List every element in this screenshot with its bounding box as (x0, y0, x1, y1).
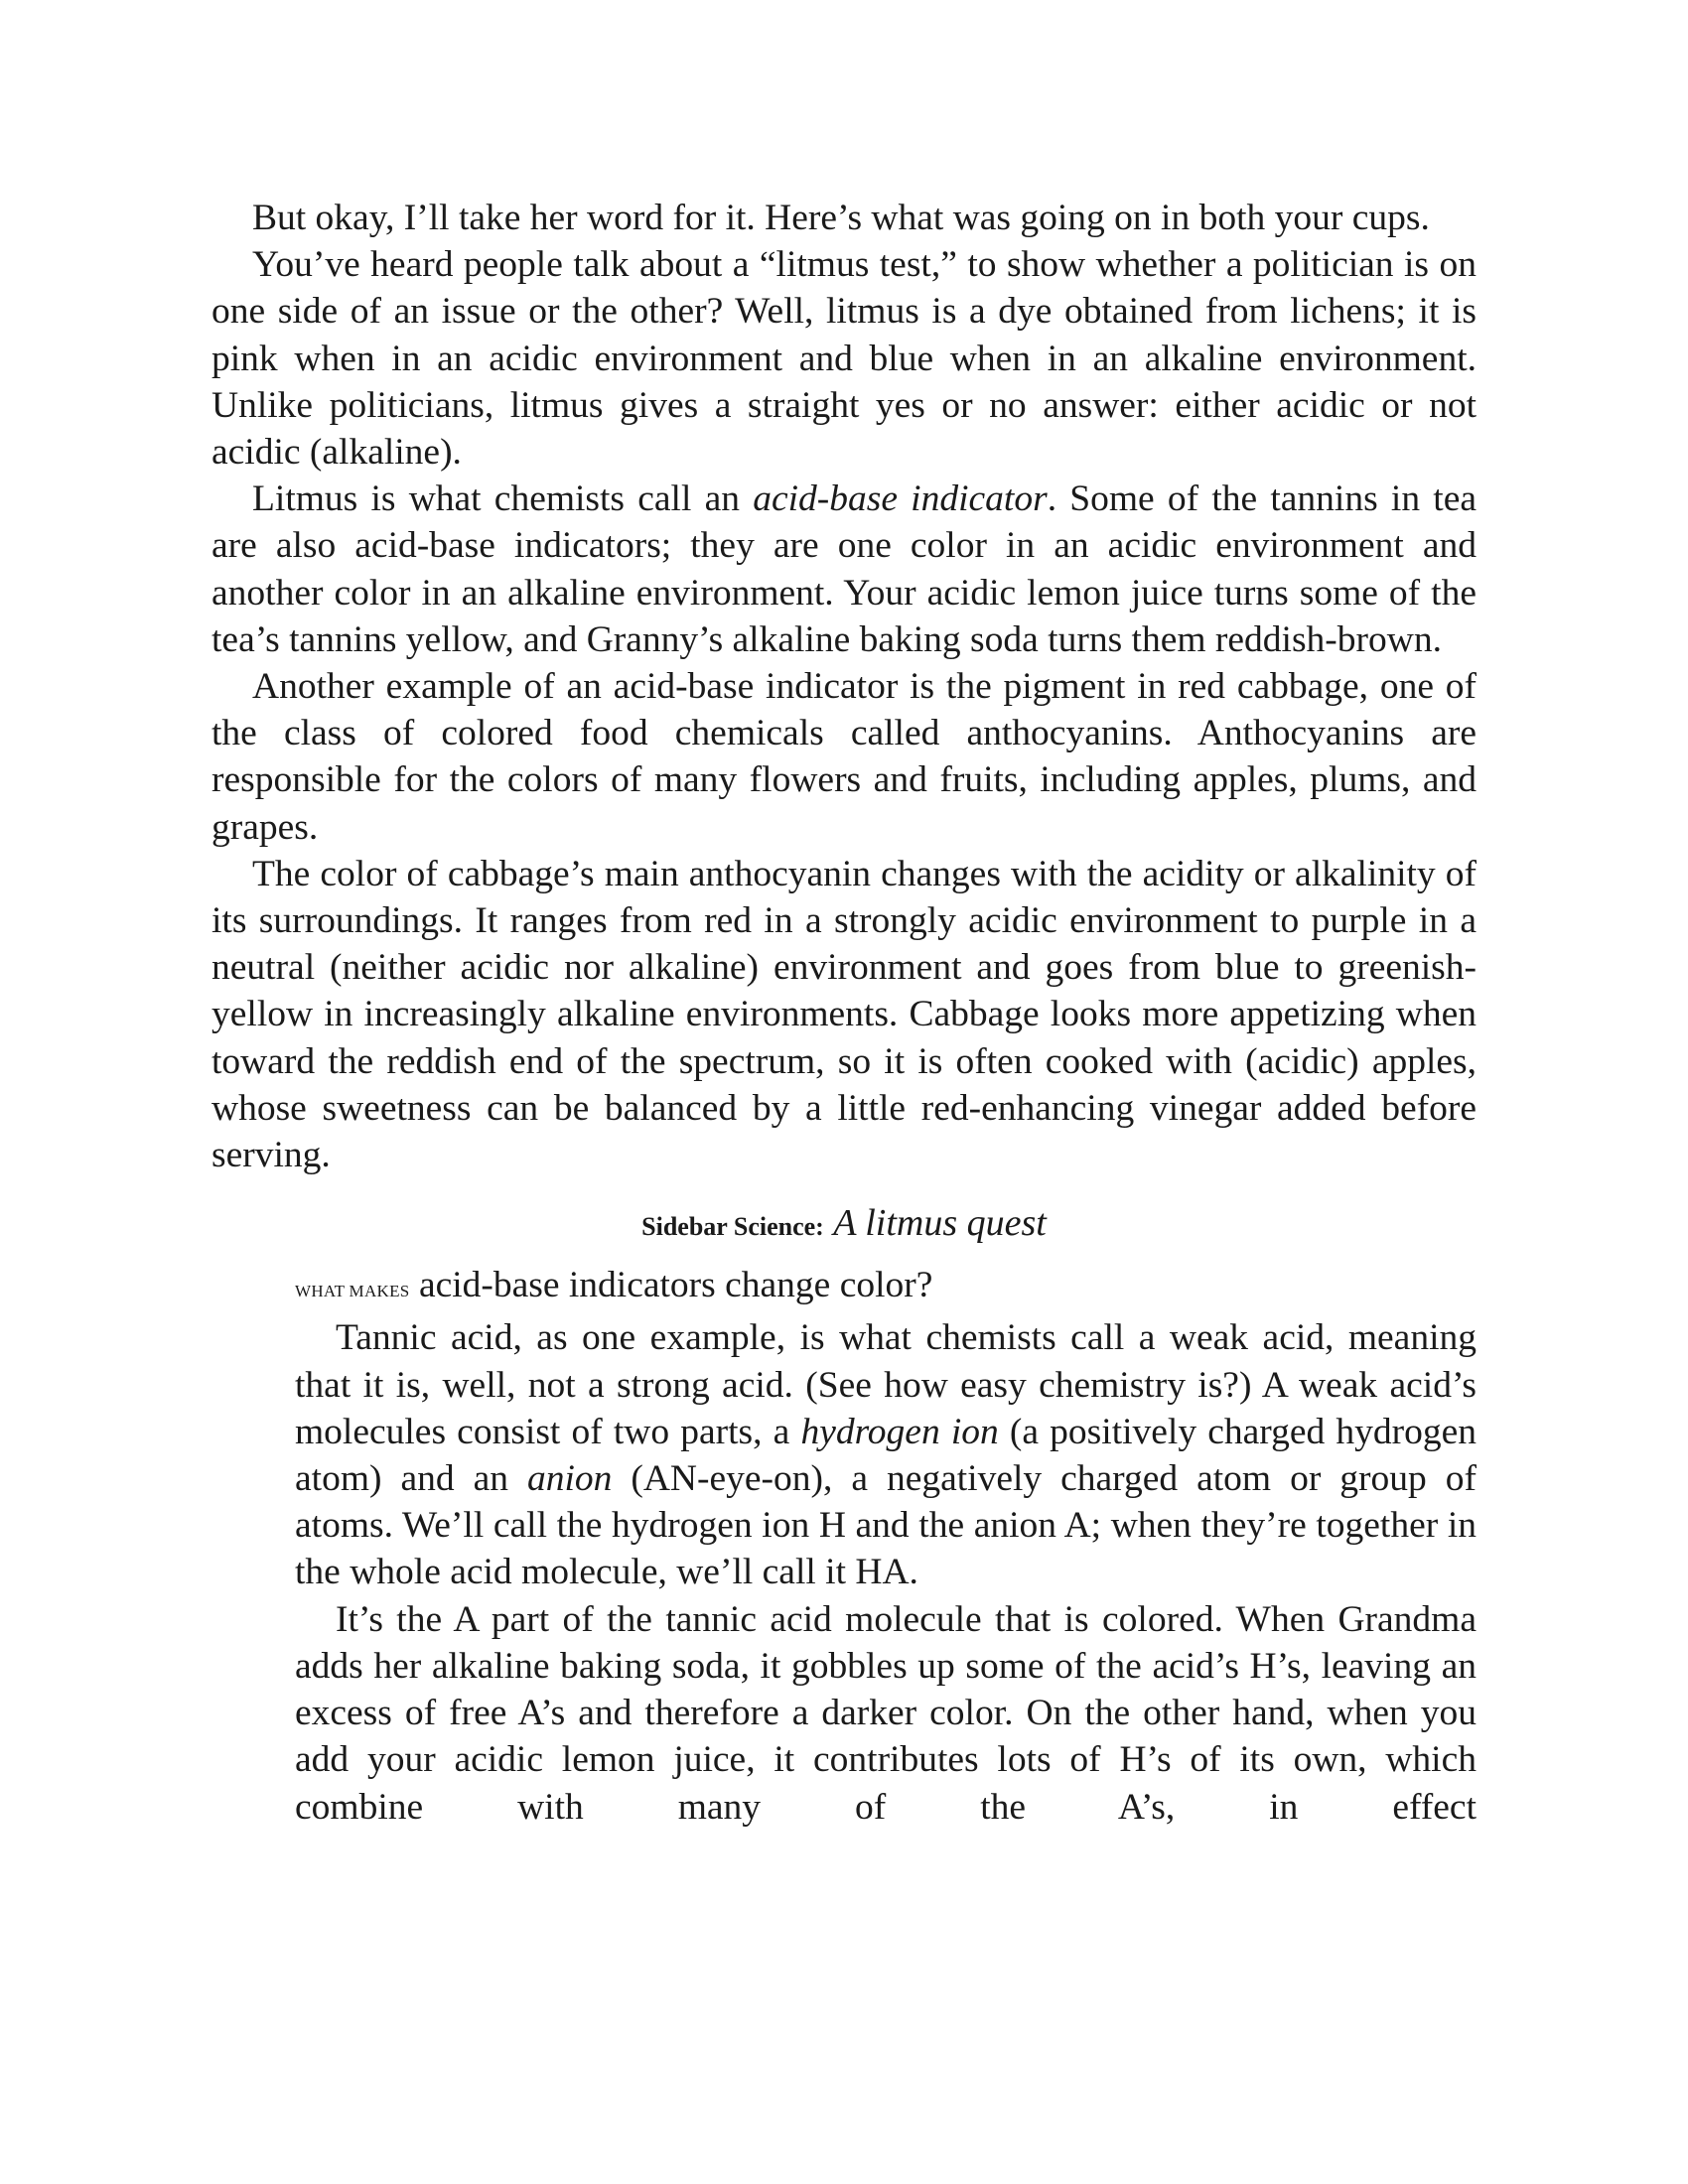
text-segment: Litmus is what chemists call an (252, 478, 754, 520)
sidebar-lead-question (295, 1262, 1477, 1314)
sidebar-paragraph-colored-anion: It’s the A part of the tannic acid molecule that is colored. When Grandma adds her alkaline baking soda, it gobbles up some of the acid’s H’s, leaving an excess of free A’s and therefore a darker color. On the other hand, when you add your acidic lemon juice, it contributes lots of H’s of its own, which combine with many of the A’s, in effect (295, 1598, 1477, 1828)
text-segment: Tannic acid, as one example, is what chemists call a weak acid, meaning that it is, well, not a strong acid. (See how easy chemistry is?) A weak acid’s molecules consist of two parts, a (295, 1317, 1477, 1452)
emphasis-anion: anion (526, 1458, 613, 1500)
paragraph-litmus-test: You’ve heard people talk about a “litmus test,” to show whether a politician is on one side of an issue or the other? Well, litmus is a dye obtained from lichens; it is pink when in an acidic environment and blue when in an alkaline environment. Unlike politicians, litmus gives a straight yes or no answer: either acidic or not acidic (alkaline). (211, 244, 1477, 474)
sidebar-paragraph-weak-acid (295, 1314, 1477, 1595)
sidebar-body (295, 1262, 1477, 1830)
text-segment: (AN-eye-on), a negatively charged atom or group of atoms. We’ll call the hydrogen ion H and the anion A; when they’re together in the whole acid molecule, we’ll call it HA. (295, 1458, 1477, 1593)
text-segment: (a positively charged hydrogen atom) and an (295, 1411, 1477, 1500)
emphasis-acid-base-indicator: acid-base indicator (753, 478, 1048, 520)
emphasis-hydrogen-ion: hydrogen ion (800, 1411, 999, 1452)
text-segment: . Some of the tannins in tea are also acid-base indicators; they are one color in an acidic environment and another color in an alkaline environment. Your acidic lemon juice turns some of the tea’s tannins yellow, and Granny’s alkaline baking soda turns them reddish-brown. (211, 478, 1477, 660)
paragraph-cabbage-color: The color of cabbage’s main anthocyanin changes with the acidity or alkalinity of its surroundings. It ranges from red in a strongly acidic environment to purple in a neutral (neither acidic nor alkaline) environment and goes from blue to greenish-yellow in increasingly alkaline environments. Cabbage looks more appetizing when toward the reddish end of the spectrum, so it is often cooked with (acidic) apples, whose sweetness can be balanced by a little red-enhancing vinegar added before serving. (211, 853, 1477, 1176)
paragraph-acid-base-indicator (211, 476, 1477, 663)
paragraph-take-her-word: But okay, I’ll take her word for it. Here’s what was going on in both your cups. (252, 198, 1430, 238)
paragraph-red-cabbage: Another example of an acid-base indicator is the pigment in red cabbage, one of the class of colored food chemicals called anthocyanins. Anthocyanins are responsible for the colors of many flowers and fruits, including apples, plums, and grapes. (211, 666, 1477, 848)
sidebar-lead-smallcaps: WHAT MAKES (295, 1282, 410, 1301)
sidebar-title: A litmus quest (833, 1202, 1047, 1245)
sidebar-heading (211, 1200, 1477, 1250)
sidebar-label: Sidebar Science: (641, 1212, 824, 1242)
sidebar-lead-text: acid-base indicators change color? (409, 1265, 933, 1306)
book-page (211, 195, 1477, 1831)
